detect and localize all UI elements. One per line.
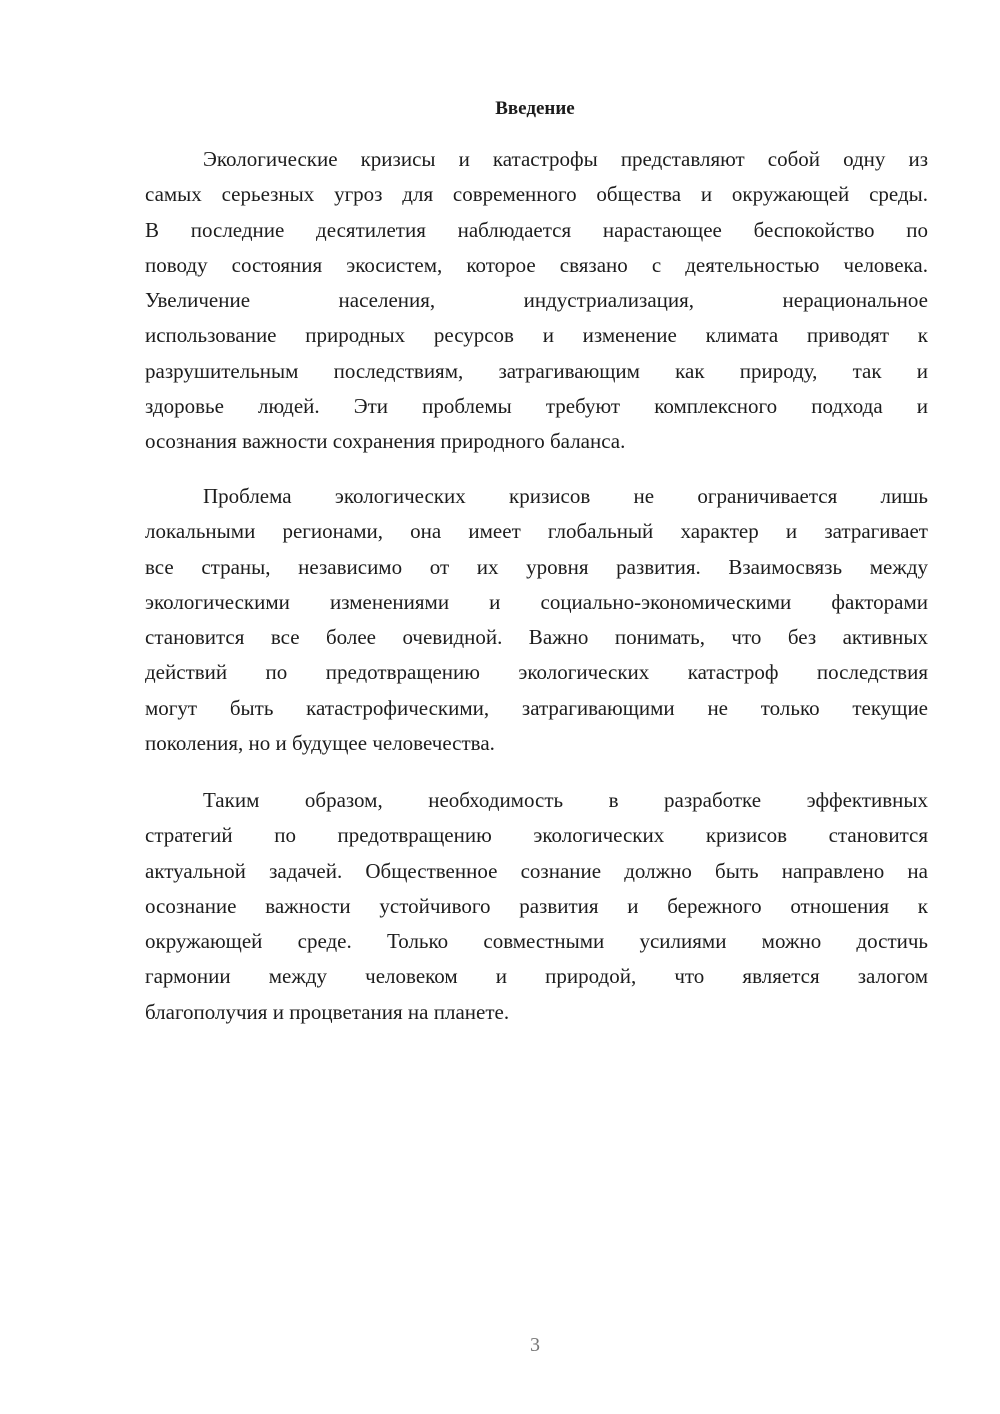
text-line: Проблема экологических кризисов не ограничивается лишь bbox=[203, 484, 928, 508]
text-line: Увеличение населения, индустриализация, нерациональное bbox=[145, 288, 928, 313]
text-line: окружающей среде. Только совместными усилиями можно достичь bbox=[145, 929, 928, 954]
text-line: актуальной задачей. Общественное сознание должно быть направлено на bbox=[145, 858, 928, 883]
paragraph bbox=[145, 783, 928, 1030]
text-line: Таким образом, необходимость в разработке эффективных bbox=[203, 788, 928, 812]
paragraph bbox=[145, 479, 928, 761]
text-line: Экологические кризисы и катастрофы представляют собой одну из bbox=[203, 147, 928, 171]
text-line: могут быть катастрофическими, затрагивающими не только текущие bbox=[145, 695, 928, 720]
text-line: благополучия и процветания на планете. bbox=[145, 999, 510, 1024]
text-line: стратегий по предотвращению экологических кризисов становится bbox=[145, 823, 928, 848]
text-line: экологическими изменениями и социально-экономическими факторами bbox=[145, 589, 928, 614]
page-number: 3 bbox=[530, 1334, 540, 1356]
text-line: локальными регионами, она имеет глобальный характер и затрагивает bbox=[145, 519, 928, 544]
text-line: осознание важности устойчивого развития и бережного отношения к bbox=[145, 893, 928, 918]
text-line: все страны, независимо от их уровня развития. Взаимосвязь между bbox=[145, 554, 928, 579]
text-line: осознания важности сохранения природного баланса. bbox=[145, 429, 626, 454]
text-line: гармонии между человеком и природой, что является залогом bbox=[145, 964, 928, 989]
paragraph bbox=[145, 142, 928, 460]
text-line: здоровье людей. Эти проблемы требуют комплексного подхода и bbox=[145, 394, 928, 419]
text-line: поводу состояния экосистем, которое связано с деятельностью человека. bbox=[145, 252, 928, 277]
text-line: В последние десятилетия наблюдается нарастающее беспокойство по bbox=[145, 217, 928, 242]
text-line: использование природных ресурсов и изменение климата приводят к bbox=[145, 323, 928, 348]
section-title: Введение bbox=[495, 98, 575, 119]
text-line: разрушительным последствиям, затрагивающим как природу, так и bbox=[145, 358, 928, 383]
text-line: самых серьезных угроз для современного общества и окружающей среды. bbox=[145, 182, 928, 207]
text-line: действий по предотвращению экологических катастроф последствия bbox=[145, 660, 928, 685]
text-line: становится все более очевидной. Важно понимать, что без активных bbox=[145, 625, 928, 650]
text-line: поколения, но и будущее человечества. bbox=[145, 731, 495, 756]
